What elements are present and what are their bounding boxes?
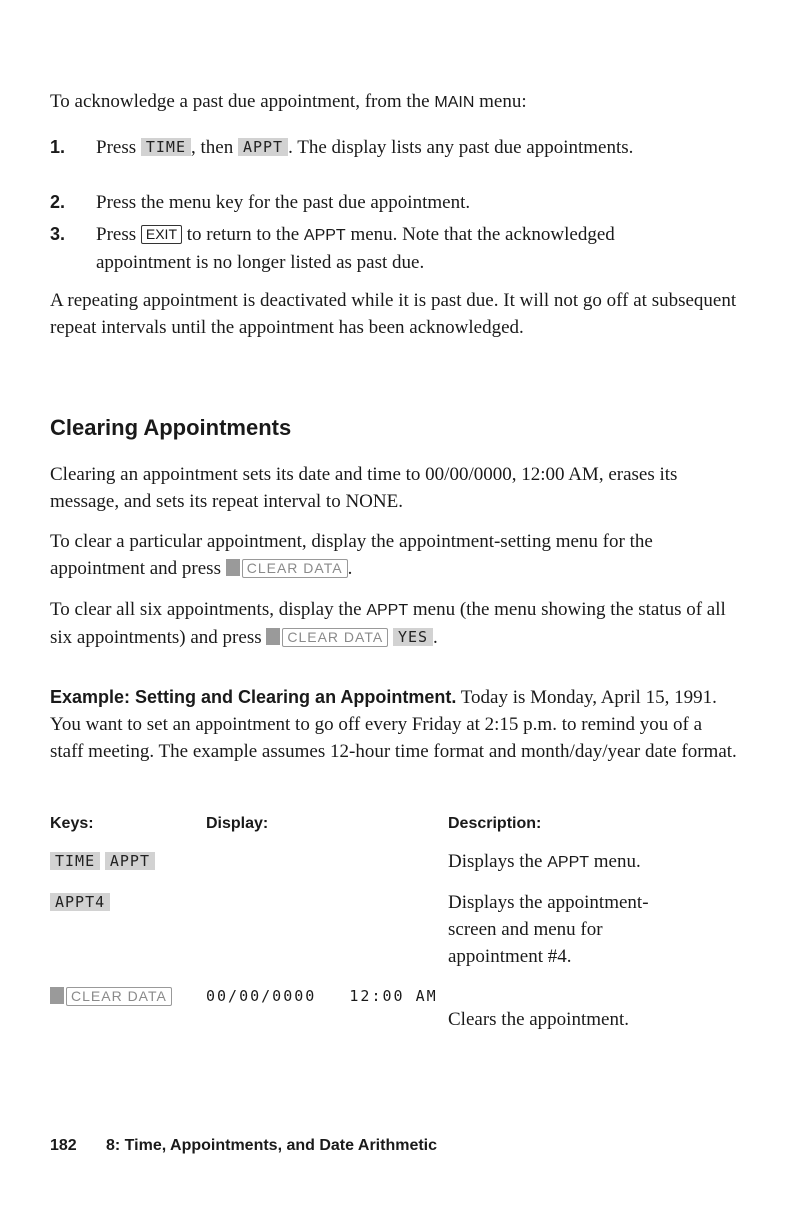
paragraph-text: To clear all six appointments, display the — [50, 599, 367, 620]
lcd-display-readout: 00/00/0000 12:00 AM — [206, 987, 438, 1005]
description-text: Displays the — [448, 851, 548, 872]
paragraph-text: To clear a particular appointment, display the appointment-setting menu for the appointment and press — [50, 531, 653, 579]
appt-menu-label: APPT — [366, 602, 409, 619]
display-header: Display: — [206, 815, 269, 832]
page-number: 182 — [50, 1137, 77, 1154]
clear-data-key: CLEAR DATA — [282, 628, 388, 647]
step-1 — [50, 134, 740, 161]
step-number: 1. — [50, 137, 66, 157]
section-heading: Clearing Appointments — [50, 415, 292, 440]
time-softkey: TIME — [141, 138, 191, 156]
clear-particular-paragraph — [50, 528, 740, 582]
intro-text: To acknowledge a past due appointment, from the — [50, 91, 435, 112]
description-text: menu. — [589, 851, 641, 872]
appt-menu-label: APPT — [547, 854, 590, 871]
appt-softkey: APPT — [105, 852, 155, 870]
paragraph-tail: . — [433, 627, 438, 648]
intro-tail: menu: — [474, 91, 527, 112]
appt4-softkey: APPT4 — [50, 893, 110, 911]
step-3 — [50, 221, 740, 276]
step-text: Press — [96, 137, 141, 158]
keys-header: Keys: — [50, 815, 94, 832]
appt-menu-label: APPT — [303, 227, 346, 244]
step-text: menu. Note that the acknowledged appointment is no longer listed as past due. — [96, 224, 615, 273]
main-menu-label: MAIN — [434, 94, 475, 111]
paragraph-text: menu (the menu showing the status of all six appointments) and press — [50, 599, 726, 648]
table-row-keys — [50, 848, 155, 875]
step-number: 3. — [50, 224, 66, 244]
shift-key-icon — [226, 559, 240, 576]
step-text: , then — [191, 137, 238, 158]
appt-softkey: APPT — [238, 138, 288, 156]
yes-softkey: YES — [393, 628, 433, 646]
step-2 — [50, 189, 740, 216]
page-footer — [50, 1137, 437, 1155]
time-softkey: TIME — [50, 852, 100, 870]
paragraph-tail: . — [347, 558, 353, 579]
step-number: 2. — [50, 192, 66, 212]
repeat-note: A repeating appointment is deactivated while it is past due. It will not go off at subsequent repeat intervals until the appointment has been acknowledged. — [50, 290, 737, 338]
table-row-description: Displays the appointment-screen and menu for appointment #4. — [448, 892, 649, 967]
clearing-paragraph: Clearing an appointment sets its date and time to 00/00/0000, 12:00 AM, erases its message, and sets its repeat interval to NONE. — [50, 464, 678, 512]
shift-key-icon — [50, 987, 64, 1004]
table-row-keys — [50, 983, 172, 1010]
example-paragraph — [50, 684, 740, 765]
step-text: to return to the — [182, 224, 304, 245]
description-header: Description: — [448, 815, 542, 832]
table-row-description: Clears the appointment. — [448, 1009, 629, 1030]
intro-line — [50, 88, 740, 116]
clear-all-paragraph — [50, 596, 740, 651]
step-text: Press — [96, 224, 141, 245]
step-text: Press the menu key for the past due appointment. — [96, 192, 471, 213]
shift-key-icon — [266, 628, 280, 645]
example-title: Example: Setting and Clearing an Appointment. — [50, 687, 457, 707]
step-text: . The display lists any past due appointments. — [288, 137, 634, 158]
clear-data-key: CLEAR DATA — [242, 559, 348, 578]
example-text: Today is Monday, April 15, 1991. You want to set an appointment to go off every Friday at 2:15 p.m. to remind you of a staff meeting. The example assumes 12-hour time format and month/day/year date format. — [50, 687, 737, 762]
chapter-title: 8: Time, Appointments, and Date Arithmetic — [106, 1137, 438, 1154]
clear-data-key: CLEAR DATA — [66, 987, 172, 1006]
table-row-keys — [50, 889, 110, 916]
exit-key: EXIT — [141, 225, 182, 244]
table-row-description — [448, 848, 748, 876]
